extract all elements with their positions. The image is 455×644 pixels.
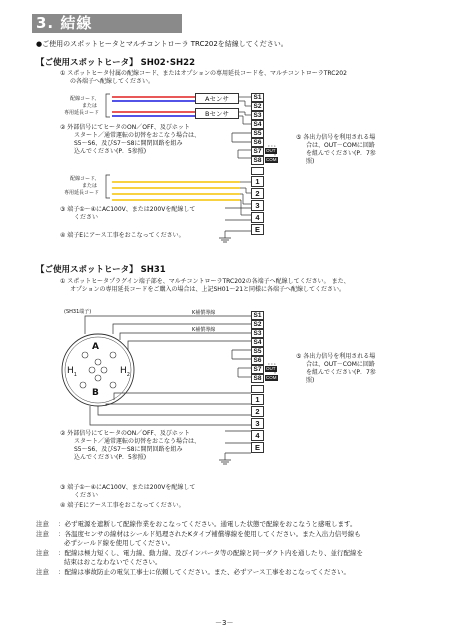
sh31-note5-line3: を組んでください(P．7参 [306,369,376,376]
sh31-terminal-e: E [251,442,264,453]
sh31-terminal-s8: S8 [251,374,264,383]
note-1-label: 注意 [36,520,49,528]
note-2-label: 注意 [36,530,49,538]
note-3-label: 注意 [36,549,49,557]
sh02-step3-line2: ください [74,214,99,221]
cable-label-3: 専用延長コード [64,110,100,116]
page-number: －3－ [215,619,234,627]
sh02-note5-line4: 照) [306,158,315,165]
sh31-terminal-3: 3 [251,418,264,429]
sh31-terminal-s2: S2 [251,320,264,329]
cable2-label-3: 専用延長コード [64,190,100,196]
sh31-step2-line3: S5～S6、及びS7～S8に開閉回路を組み [74,446,183,453]
sh02-step2-line4: 込んでください(P．5参照) [74,148,147,155]
com-label: COM [266,157,277,162]
sh02-note5-line3: を組んでください(P．7参 [306,150,376,157]
plug-pin-h1-label: $H_1$ [67,366,77,378]
terminal-s6: S6 [251,138,264,147]
sh31-terminal-s7: S7 [251,365,264,374]
sh31-step4: ④ 端子Eにアース工事をおこなってください。 [60,502,185,509]
sh31-note5-line4: 照) [306,377,315,384]
sh31-step3-line1: ③ 端子①～④にAC100V、または200Vを配線して [60,484,196,491]
sh31-step1-line2: オプションの専用延長コードをご購入の場合は、上記SH01～21と同様に各端子へ配線してください。 [70,286,346,293]
cable2-label-2: または [82,183,98,189]
sh31-note5-line2: 合は、OUT－COMに回路 [306,361,375,368]
sh02-step4: ④ 端子Eにアース工事をおこなってください。 [60,232,185,239]
note-4-text: ：配線は事故防止の電気工事士に依頼してください。また、必ずアース工事をおこなってください。 [58,568,350,576]
sh31-terminal-s6: S6 [251,356,264,365]
sh31-step3-line2: ください [74,492,99,499]
terminal-s7: S7 [251,147,264,156]
plug-pin-b-label: B [92,388,99,398]
sh31-terminal-1: 1 [251,394,264,405]
note-4-label: 注意 [36,568,49,576]
cable-label-1: 配線コード、 [70,96,100,102]
sh31-terminal-s3: S3 [251,329,264,338]
terminal-s5: S5 [251,129,264,138]
terminal-s1: S1 [251,93,264,102]
sh02-heading: 【ご使用スポットヒータ】 SH02･SH22 [36,58,195,68]
sh31-terminal-s4: S4 [251,338,264,347]
sh31-out-label: OUT [266,366,276,371]
sh02-step2-line1: ② 外部信号にてヒータのON／OFF、及びホット [60,124,190,131]
cable-label-2: または [82,103,98,109]
note-2-line1: ：各温度センサの線材はシールド処理されたKタイプ補償導線を使用してください。また入出力信号線も [58,530,361,538]
note-3-line2: 結束はおこなわないでください。 [64,558,162,566]
sh02-step2-line3: S5～S6、及びS7～S8に開閉回路を組み [74,140,183,147]
sh31-step2-line4: 込んでください(P．5参照) [74,454,147,461]
sh31-terminal-spacer [251,385,264,393]
terminal-1: 1 [251,176,264,187]
sh02-step3-line1: ③ 端子①～④にAC100V、または200Vを配線して [60,206,196,213]
terminal-2: 2 [251,188,264,199]
sh02-step1-line2: の各端子へ配線してください。 [70,78,155,85]
sh02-note5-line1: ⑤ 各出力信号を利用される場 [296,134,376,141]
sh31-terminal-2: 2 [251,406,264,417]
plug-pin-a-label: A [92,342,99,352]
sh02-step1-line1: ① スポットヒータ付属の配線コード、またはオプションの専用延長コードを、マルチコントローラTRC202 [60,70,347,77]
intro-text: ●ご使用のスポットヒータとマルチコントローラ TRC202を結線してください。 [36,40,288,48]
out-label: OUT [266,148,276,153]
sh31-step2-line2: スタート／通常運転の切替をおこなう場合は、 [74,438,201,445]
sensor-a-box: Aセンサ [195,93,239,104]
terminal-s2: S2 [251,102,264,111]
note-3-line1: ：配線は極力短くし、電力線、動力線、及びインバータ等の配線と同一ダクト内を通したり、並行配線を [58,549,364,557]
terminal-s8: S8 [251,156,264,165]
sh02-note5-line2: 合は、OUT－COMに回路 [306,142,375,149]
sh31-heading: 【ご使用スポットヒータ】 SH31 [36,265,166,275]
k-wire-label-1: K補償導線 [192,310,216,316]
sh31-terminal-label: (SH31端子) [64,309,92,315]
sh31-com-label: COM [266,375,277,380]
terminal-s3: S3 [251,111,264,120]
note-1-text: ：必ず電源を遮断して配線作業をおこなってください。通電した状態で配線をおこなうと感電します。 [58,520,357,528]
sh31-terminal-s1: S1 [251,311,264,320]
k-wire-label-2: K補償導線 [192,327,216,333]
sh31-terminal-s5: S5 [251,347,264,356]
plug-pin-h2-label: $H_2$ [120,366,130,378]
sh31-note5-line1: ⑤ 各出力信号を利用される場 [296,353,376,360]
terminal-3: 3 [251,200,264,211]
sh02-step2-line2: スタート／通常運転の切替をおこなう場合は、 [74,132,201,139]
note-2-line2: 必ずシールド線を使用してください。 [64,539,175,547]
sh31-step1-line1: ① スポットヒータプラグイン端子部を、マルチコントローラTRC202の各端子へ配線してください。 また、 [60,278,350,285]
sensor-b-box: Bセンサ [195,108,239,119]
cable2-label-1: 配線コード、 [70,176,100,182]
sh31-step2-line1: ② 外部信号にてヒータのON／OFF、及びホット [60,430,190,437]
terminal-e: E [251,224,264,235]
terminal-4: 4 [251,212,264,223]
terminal-s4: S4 [251,120,264,129]
sh31-terminal-4: 4 [251,430,264,441]
section-title: 3. 結線 [36,14,93,32]
